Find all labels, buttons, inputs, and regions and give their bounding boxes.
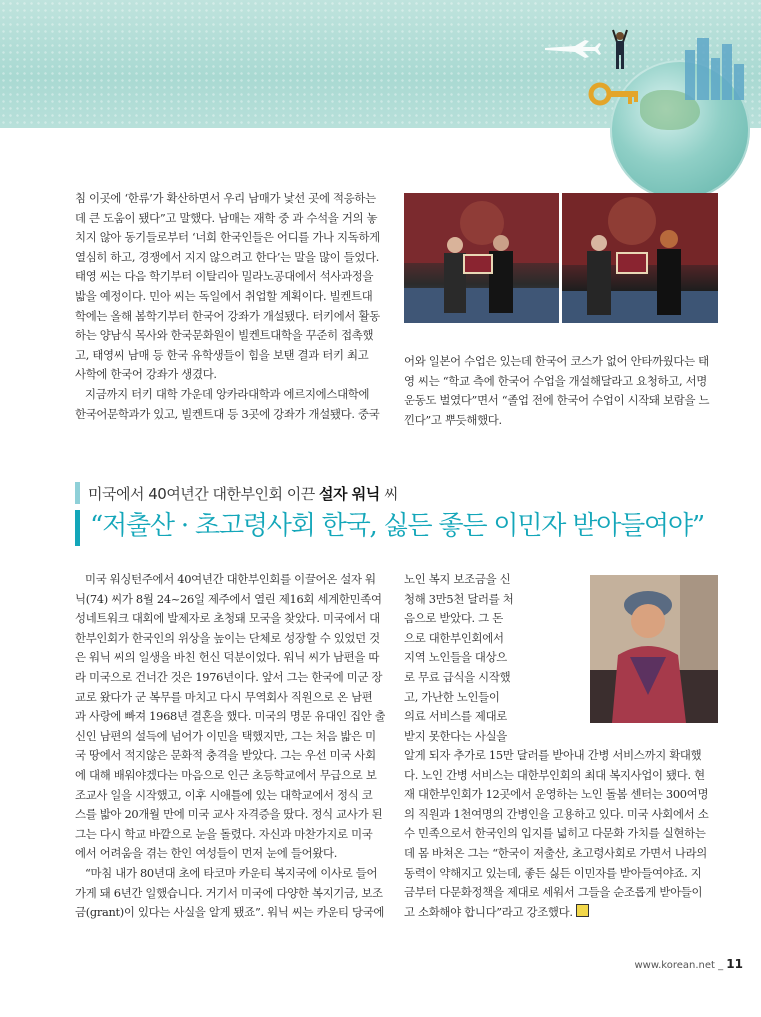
subtitle-prefix: 미국에서 40여년간 대한부인회 이끈 — [88, 485, 315, 503]
text-line: 한국어문학과가 있고, 빌켄트대 등 3곳에 강좌가 개설됐다. 중국 — [75, 406, 380, 421]
text-line: 청해 3만5천 달러를 처 — [404, 591, 514, 606]
text-line: 국 땅에서 적지않은 문화적 충격을 받았다. 그는 우선 미국 사회 — [75, 748, 376, 763]
article2-right-narrow-column — [404, 570, 584, 746]
airplane-icon — [545, 40, 601, 58]
text-line: 그는 다시 학교 바깥으로 눈을 돌렸다. 자신과 마찬가지로 미국 — [75, 826, 373, 841]
text-line: 어와 일본어 수업은 있는데 한국어 코스가 없어 안타까웠다는 태 — [404, 354, 709, 368]
text-line: 닉(74) 씨가 8월 24~26일 제주에서 열린 제16회 세계한민족여 — [75, 591, 382, 606]
key-icon — [591, 85, 638, 104]
end-mark-icon — [576, 904, 589, 917]
celebrating-person-icon — [613, 30, 627, 69]
text-line: 미국 워싱턴주에서 40여년간 대한부인회를 이끌어온 설자 워 — [85, 572, 376, 586]
text-line: 조교사 일을 시작했고, 이후 시애틀에 있는 대학교에서 정식 코 — [75, 787, 373, 802]
text-line: 데 몸 바쳐온 그는 “한국이 저출산, 초고령사회로 가면서 나라의 — [404, 845, 707, 860]
subtitle-suffix: 씨 — [384, 485, 399, 503]
text-line: 운동도 벌였다”면서 “졸업 전에 한국어 수업이 시작돼 보람을 느 — [404, 393, 710, 408]
article2-right-wide-column — [404, 746, 718, 922]
text-line: 수 민족으로서 한국인의 입지를 넓히고 다문화 가치를 실현하는 — [404, 826, 706, 841]
text-line: 고, 가난한 노인들이 — [404, 689, 500, 704]
text-line: 밟을 예정이다. 민아 씨는 독일에서 취업할 계획이다. 빌켄트대 — [75, 288, 373, 303]
portrait-photo — [590, 575, 718, 723]
text-line: 알게 되자 추가로 15만 달러를 받아내 간병 서비스까지 확대했 — [404, 748, 702, 762]
page-number: 11 — [726, 957, 743, 971]
graduation-photo-2 — [562, 193, 718, 323]
text-line: 금부터 다문화정책을 제대로 세워서 그들을 순조롭게 받아들이 — [404, 885, 703, 900]
text-line: 다. 노인 간병 서비스는 대한부인회의 최대 복지사업이 됐다. 현 — [404, 767, 705, 782]
text-line: 받지 못한다는 사실을 — [404, 728, 507, 743]
article1-right-column — [404, 352, 718, 430]
subtitle-name: 설자 워닉 — [319, 485, 380, 503]
text-line: 성네트워크 대회에 발제자로 초청돼 모국을 찾았다. 미국에서 대 — [75, 611, 380, 626]
text-line: 라 미국으로 건너간 것은 1976년이다. 앞서 그는 한국에 미군 장 — [75, 669, 383, 684]
text-line: 열심히 하고, 경쟁에서 지지 않으려고 한다’는 말을 많이 들었다. — [75, 249, 380, 264]
text-line — [404, 903, 718, 923]
text-line: 하는 양남식 목사와 한국문화원이 빌켄트대학을 꾸준히 접촉했 — [75, 328, 374, 343]
banner-illustration — [535, 20, 755, 130]
text-line: 침 이곳에 ‘한류’가 확산하면서 우리 남매가 낯선 곳에 적응하는 — [75, 191, 376, 205]
text-line: 데 큰 도움이 됐다”고 말했다. 남매는 재학 중 과 수석을 거의 놓 — [75, 210, 378, 225]
text-line: 학에는 올해 봄학기부터 한국어 강좌가 개설됐다. 터키에서 활동 — [75, 308, 380, 323]
article1-left-column — [75, 189, 385, 424]
text-line: 지금까지 터키 대학 가운데 앙카라대학과 에르지에스대학에 — [85, 386, 370, 401]
text-line: 동력이 약해지고 있는데, 좋든 싫든 이민자를 받아들여야죠. 지 — [404, 865, 702, 880]
graduation-scene-1 — [404, 193, 559, 323]
text-line: 치지 않아 동기들로부터 ‘너희 한국인들은 어디를 가나 지독하게 — [75, 230, 380, 245]
text-line: “마침 내가 80년대 초에 타코마 카운티 복지국에 이사로 들어 — [85, 865, 378, 880]
text-line: 에 대해 배워야겠다는 마음으로 인근 초등학교에서 무급으로 보 — [75, 767, 377, 782]
text-line: 스를 밟아 20개월 만에 미국 교사 자격증을 땄다. 정식 교사가 된 — [75, 807, 383, 822]
footer-separator: _ — [718, 960, 724, 971]
text-line: 금(grant)이 있다는 사실을 알게 됐죠”. 워닉 씨는 카운티 당국에 — [75, 905, 385, 920]
text-line: 으로 대한부인회에서 — [404, 630, 504, 645]
footer-url: www.korean.net — [634, 960, 715, 971]
text-line: 영 씨는 “학교 측에 한국어 수업을 개설해달라고 요청하고, 서명 — [404, 373, 707, 388]
article2-headline: “저출산 · 초고령사회 한국, 싫든 좋든 이민자 받아들여야” — [90, 511, 704, 541]
graduation-scene-2 — [562, 193, 718, 323]
text-line: 고, 태영씨 남매 등 한국 유학생들이 힘을 보탠 결과 터키 최고 — [75, 347, 369, 362]
headline-accent-bar — [75, 510, 80, 546]
page-footer — [634, 957, 743, 971]
text-line: 로 무료 급식을 시작했 — [404, 669, 511, 684]
text-line: 교로 왔다가 군 복무를 마치고 다시 무역회사 직원으로 온 남편 — [75, 689, 373, 704]
text-line: 노인 복지 보조금을 신 — [404, 572, 511, 586]
text-line: 지역 노인들을 대상으 — [404, 650, 507, 665]
article2-subtitle — [88, 483, 398, 504]
text-line: 신인 남편의 설득에 넘어가 이민을 택했지만, 그는 처음 밟은 미 — [75, 728, 376, 743]
article2-left-column — [75, 570, 385, 923]
closing-text: 고 소화해야 합니다”라고 강조했다. — [404, 904, 573, 919]
text-line: 태영 씨는 다음 학기부터 이탈리아 밀라노공대에서 석사과정을 — [75, 269, 374, 284]
text-line: 낀다”고 뿌듯해했다. — [404, 412, 502, 427]
portrait-scene — [590, 575, 718, 723]
text-line: 의료 서비스를 제대로 — [404, 709, 507, 724]
text-line: 음으로 받았다. 그 돈 — [404, 611, 503, 626]
text-line: 한부인회가 한국인의 위상을 높이는 단체로 성장할 수 있었던 것 — [75, 630, 380, 645]
text-line: 사학에 한국어 강좌가 생겼다. — [75, 367, 217, 382]
text-line: 의 직원과 1천여명의 간병인을 고용하고 있다. 미국 사회에서 소 — [404, 806, 709, 821]
city-buildings-icon — [685, 38, 744, 100]
subtitle-accent-bar — [75, 482, 80, 504]
text-line: 재 대한부인회가 12곳에서 운영하는 노인 돌봄 센터는 300여명 — [404, 787, 709, 802]
text-line: 은 워닉 씨의 일생을 바친 헌신 덕분이었다. 워닉 씨가 남편을 따 — [75, 650, 380, 665]
graduation-photo-1 — [404, 193, 559, 323]
text-line: 에서 어려움을 겪는 한인 여성들이 먼저 눈에 들어왔다. — [75, 846, 338, 861]
text-line: 가게 돼 6년간 일했습니다. 거기서 미국에 다양한 복지기금, 보조 — [75, 885, 383, 900]
text-line: 과 사랑에 빠져 1968년 결혼을 했다. 미국의 명문 유대인 집안 출 — [75, 709, 385, 724]
